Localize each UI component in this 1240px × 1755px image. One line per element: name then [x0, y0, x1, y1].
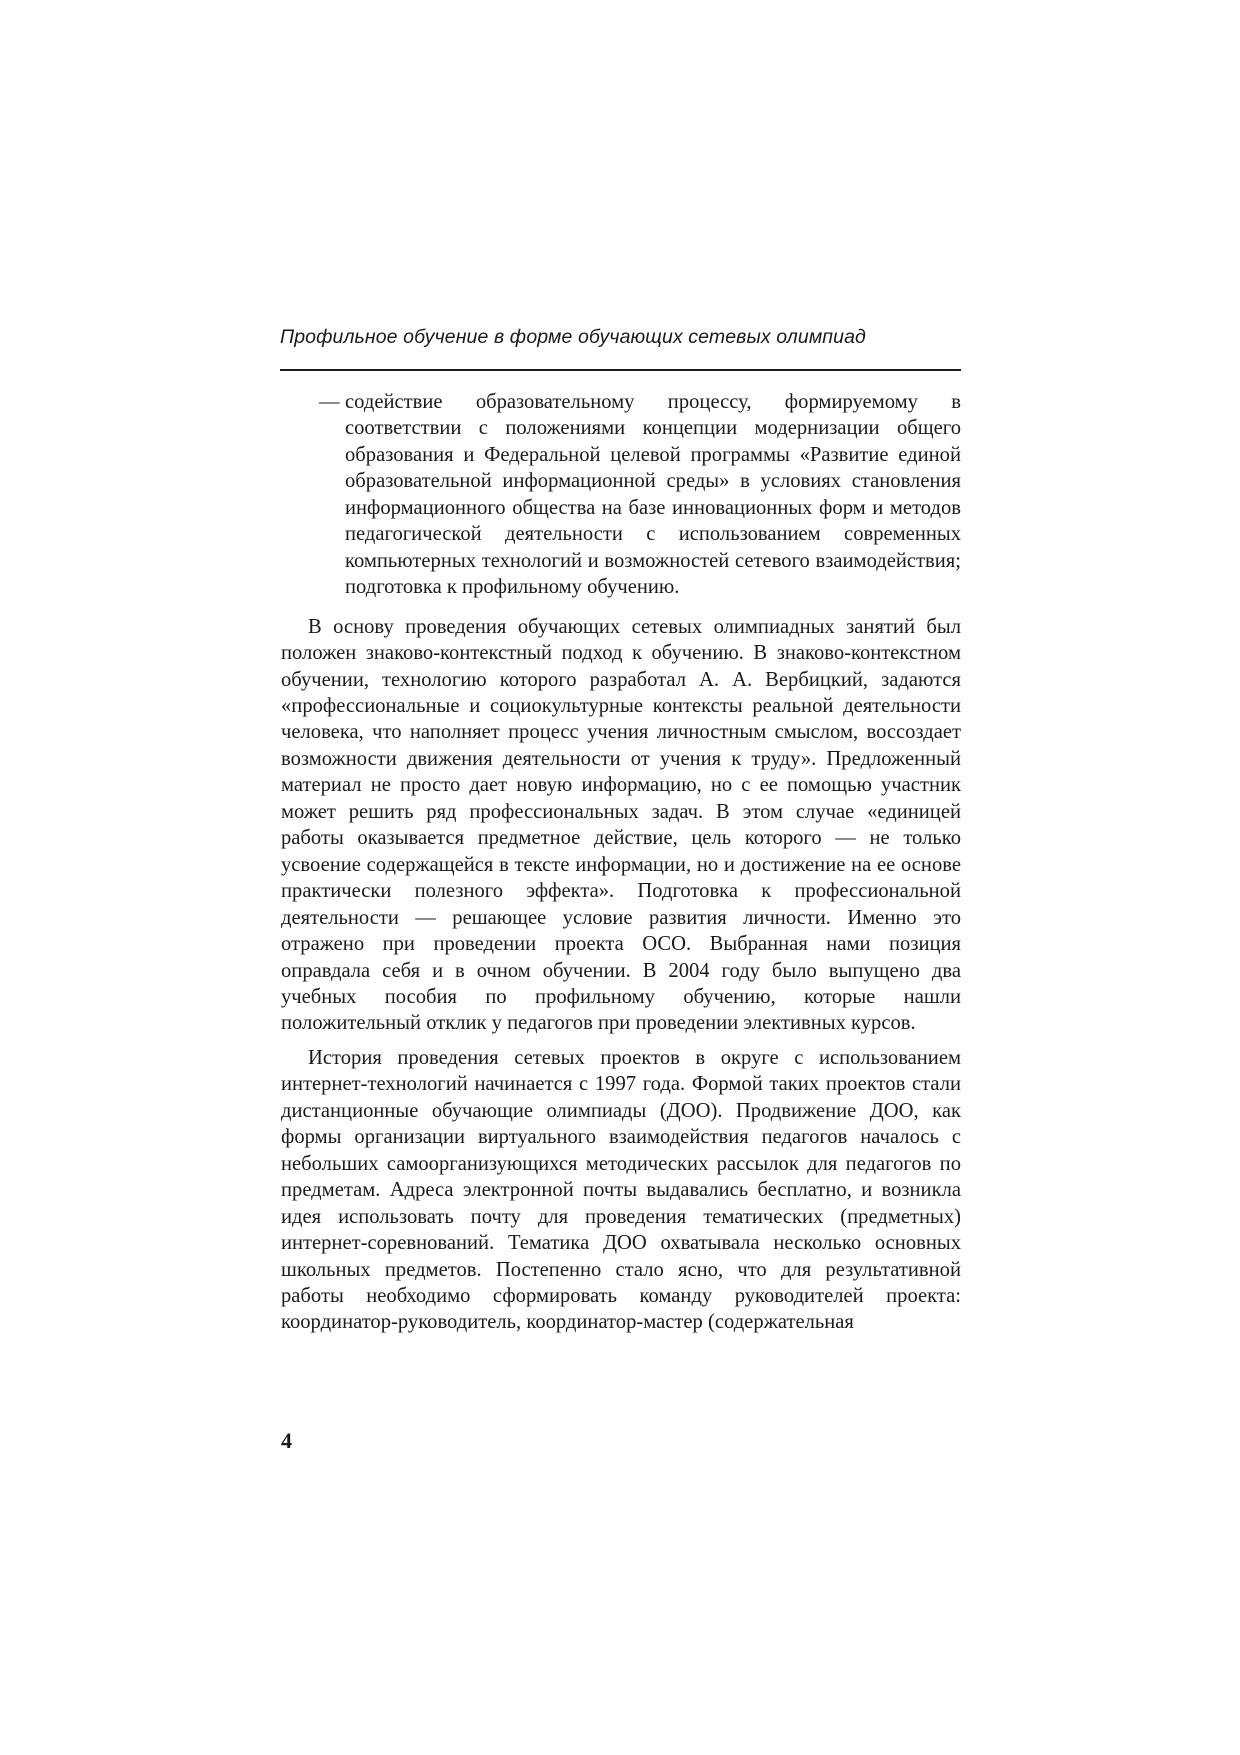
list-item	[319, 389, 961, 601]
running-head: Профильное обучение в форме обучающих сетевых олимпиад	[280, 326, 866, 348]
list-marker: —	[319, 391, 340, 413]
header-rule	[280, 369, 961, 371]
paragraph: История проведения сетевых проектов в округе с использованием интернет-технологий начинается с 1997 года. Формой таких проектов стали дистанционные обучающие олимпиады (ДОО). Продвижение ДОО, как формы организации виртуального взаимодействия педагогов началось с небольших самоорганизующихся методических рассылок для педагогов по предметам. Адреса электронной почты выдавались бесплатно, и возникла идея использовать почту для проведения тематических (предметных) интернет-соревнований. Тематика ДОО охватывала несколько основных школьных предметов. Постепенно стало ясно, что для результативной работы необходимо сформировать команду руководителей проекта: координатор-руководитель, координатор-мастер (содержательная	[281, 1046, 961, 1334]
list-item-text: содействие образовательному процессу, формируемому в соответствии с положениями концепции модернизации общего образования и Федеральной целевой программы «Развитие единой образовательной информационной среды» в условиях становления информационного общества на базе инновационных форм и методов педагогической деятельности с использованием современных компьютерных технологий и возможностей сетевого взаимодействия; подготовка к профильному обучению.	[345, 391, 961, 599]
page-number: 4	[281, 1428, 292, 1453]
paragraph: В основу проведения обучающих сетевых олимпиадных занятий был положен знаково-контекстный подход к обучению. В знаково-контекстном обучении, технологию которого разработал А. А. Вербицкий, задаются «профессиональные и социокультурные контексты реальной деятельности человека, что наполняет процесс учения личностным смыслом, воссоздает возможности движения деятельности от учения к труду». Предложенный материал не просто дает новую информацию, но с ее помощью участник может решить ряд профессиональных задач. В этом случае «единицей работы оказывается предметное действие, цель которого — не только усвоение содержащейся в тексте информации, но и достижение на ее основе практически полезного эффекта». Подготовка к профессиональной деятельности — решающее условие развития личности. Именно это отражено при проведении проекта ОСО. Выбранная нами позиция оправдала себя и в очном обучении. В 2004 году было выпущено два учебных пособия по профильному обучению, которые нашли положительный отклик у педагогов при проведении элективных курсов.	[281, 615, 961, 1035]
body-text	[281, 389, 961, 1344]
